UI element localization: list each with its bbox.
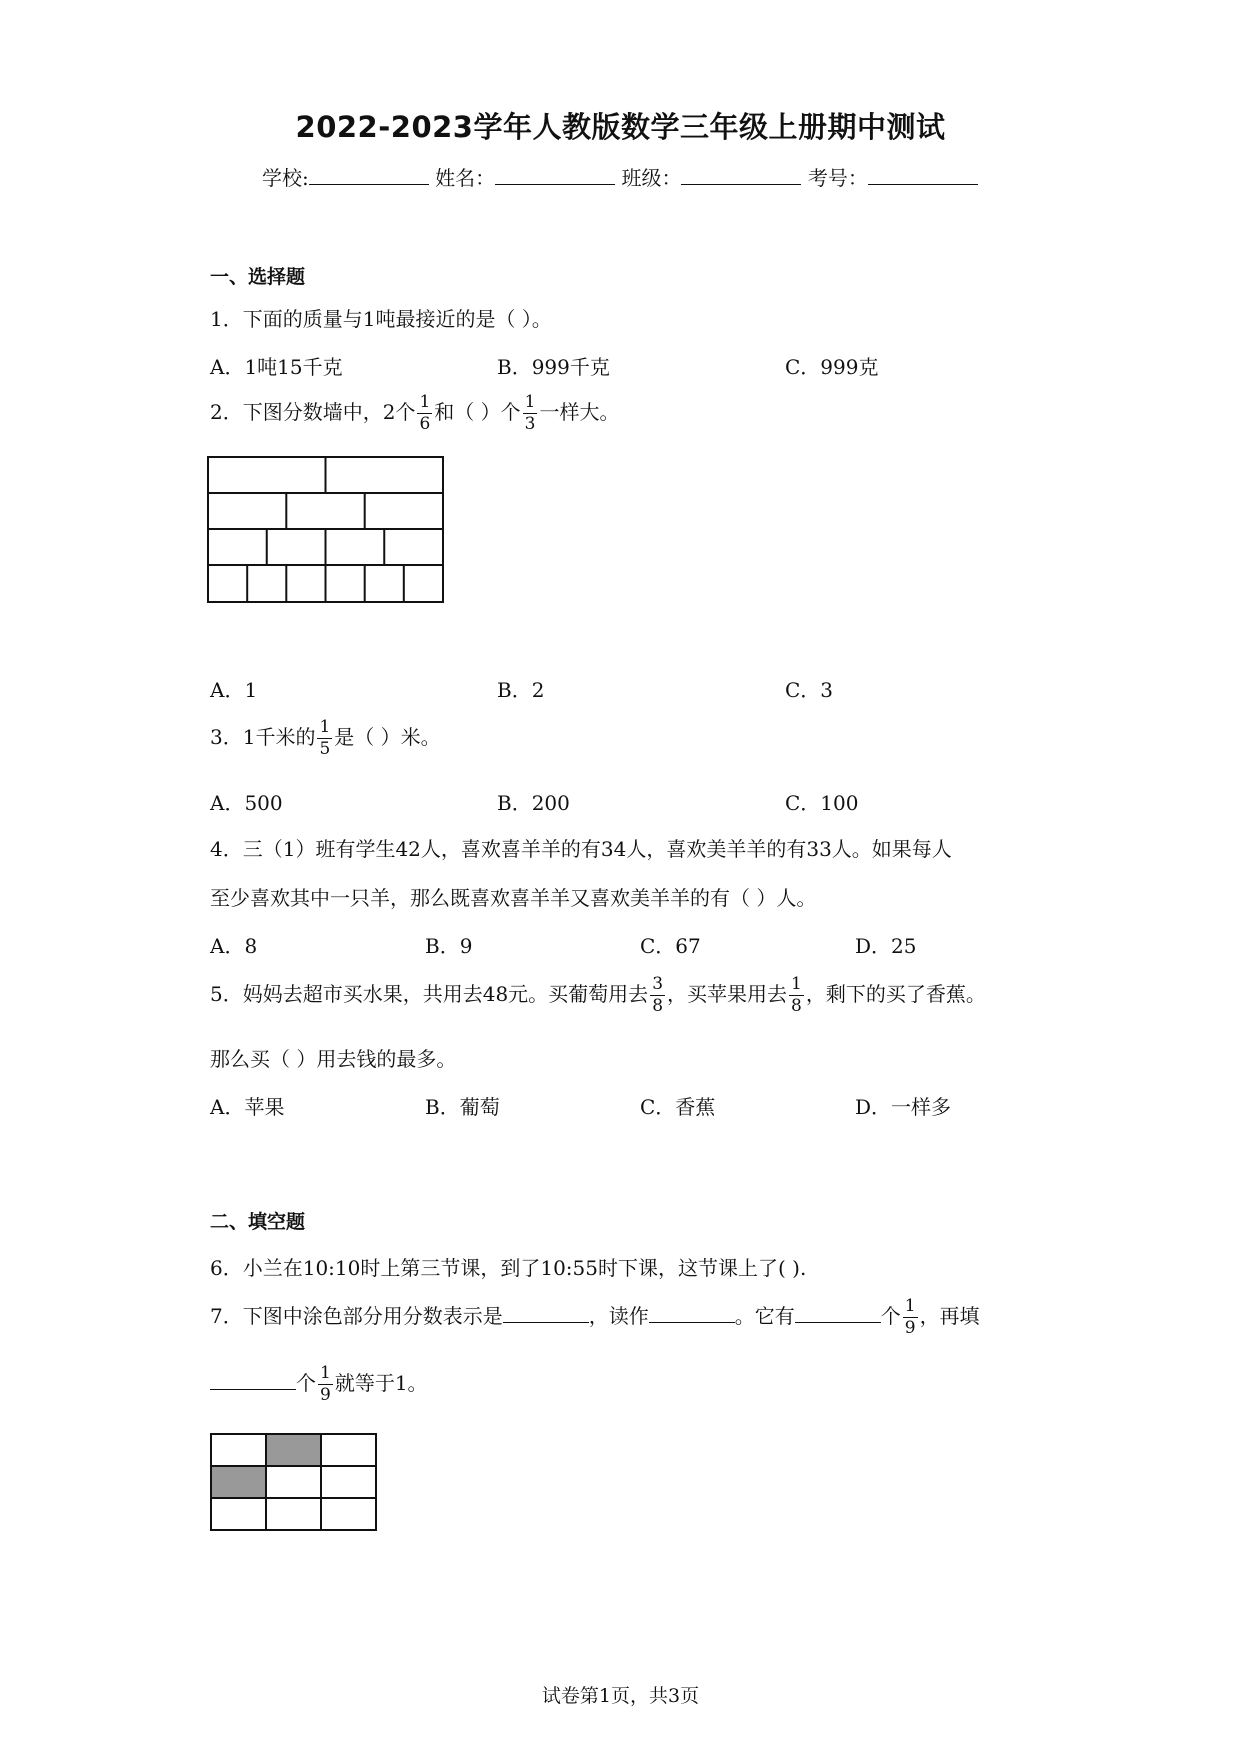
q7-blank-read-as[interactable] — [649, 1304, 735, 1323]
q7-blank-remaining[interactable] — [210, 1371, 296, 1390]
q5-option-c[interactable]: C．香蕉 — [640, 1095, 716, 1119]
q3-option-a[interactable]: A．500 — [210, 791, 283, 815]
question-1: 1．下面的质量与1吨最接近的是（ ）。 — [210, 307, 552, 331]
question-2: 2．下图分数墙中，2个 $\frac{1}{6}$ 和（ ）个 $\frac{1}{3}$ 一样大。 — [210, 392, 620, 434]
fraction-wall-figure — [208, 457, 444, 603]
fraction-three-eighths: $\frac{3}{8}$ — [652, 974, 664, 1016]
fraction-one-ninth: $\frac{1}{9}$ — [904, 1296, 916, 1338]
grid-cell — [266, 1434, 321, 1466]
q7-blank-fraction[interactable] — [503, 1304, 589, 1323]
question-5-line-1: 5．妈妈去超市买水果，共用去48元。买葡萄用去 $\frac{3}{8}$ ，买苹果用去 $\frac{1}{8}$ ，剩下的买了香蕉。 — [210, 974, 986, 1016]
grid-cell — [321, 1434, 376, 1466]
q3-option-c[interactable]: C．100 — [785, 791, 859, 815]
school-blank[interactable] — [309, 166, 429, 185]
grid-cell — [321, 1466, 376, 1498]
exam-number-label: 考号： — [807, 166, 868, 190]
question-6: 6．小兰在10:10时上第三节课，到了10:55时下课，这节课上了( ). — [210, 1256, 807, 1280]
fraction-one-eighth: $\frac{1}{8}$ — [791, 974, 802, 1016]
q4-option-a[interactable]: A．8 — [210, 934, 258, 958]
school-label: 学校: — [262, 166, 309, 190]
grid-cell — [321, 1498, 376, 1530]
section-fill-heading: 二、填空题 — [210, 1211, 306, 1233]
fraction-one-third: $\frac{1}{3}$ — [524, 392, 536, 434]
grid-cell — [211, 1434, 266, 1466]
q4-option-b[interactable]: B．9 — [425, 934, 473, 958]
q4-option-d[interactable]: D．25 — [855, 934, 917, 958]
class-label: 班级： — [621, 166, 682, 190]
class-blank[interactable] — [681, 166, 801, 185]
fraction-one-sixth: $\frac{1}{6}$ — [419, 392, 431, 434]
grid-cell — [266, 1498, 321, 1530]
question-7-line-1: 7．下图中涂色部分用分数表示是 ，读作 。它有 个 $\frac{1}{9}$ ，再填 — [210, 1296, 980, 1338]
q4-option-c[interactable]: C．67 — [640, 934, 701, 958]
q1-option-a[interactable]: A．1吨15千克 — [210, 355, 343, 379]
exam-number-blank[interactable] — [868, 166, 978, 185]
q2-option-b[interactable]: B．2 — [497, 678, 545, 702]
question-4-line-2: 至少喜欢其中一只羊，那么既喜欢喜羊羊又喜欢美羊羊的有（ ）人。 — [210, 886, 817, 910]
section-choice-heading: 一、选择题 — [210, 266, 306, 288]
page-footer: 试卷第1页，共3页 — [541, 1685, 700, 1707]
q7-blank-count[interactable] — [795, 1304, 881, 1323]
q3-option-b[interactable]: B．200 — [497, 791, 570, 815]
q5-option-b[interactable]: B．葡萄 — [425, 1095, 500, 1119]
grid-cell — [211, 1498, 266, 1530]
fraction-one-ninth-2: $\frac{1}{9}$ — [320, 1363, 331, 1405]
question-5-line-2: 那么买（ ）用去钱的最多。 — [210, 1047, 457, 1071]
q2-option-a[interactable]: A．1 — [210, 678, 258, 702]
grid-cell — [211, 1466, 266, 1498]
q5-option-a[interactable]: A．苹果 — [210, 1095, 285, 1119]
shaded-grid-figure — [210, 1433, 376, 1531]
name-label: 姓名： — [435, 166, 496, 190]
fraction-one-fifth: $\frac{1}{5}$ — [319, 717, 331, 759]
page-title: 2022-2023学年人教版数学三年级上册期中测试 — [295, 110, 946, 144]
student-info-row — [262, 162, 978, 191]
q1-option-c[interactable]: C．999克 — [785, 355, 879, 379]
question-7-line-2: 个 $\frac{1}{9}$ 就等于1。 — [210, 1365, 428, 1404]
grid-cell — [266, 1466, 321, 1498]
q2-option-c[interactable]: C．3 — [785, 678, 834, 702]
question-3: 3．1千米的 $\frac{1}{5}$ 是（ ）米。 — [210, 717, 441, 759]
name-blank[interactable] — [495, 166, 615, 185]
question-4-line-1: 4．三（1）班有学生42人，喜欢喜羊羊的有34人，喜欢美羊羊的有33人。如果每人 — [210, 837, 952, 861]
q5-option-d[interactable]: D．一样多 — [855, 1095, 952, 1119]
q1-option-b[interactable]: B．999千克 — [497, 355, 610, 379]
